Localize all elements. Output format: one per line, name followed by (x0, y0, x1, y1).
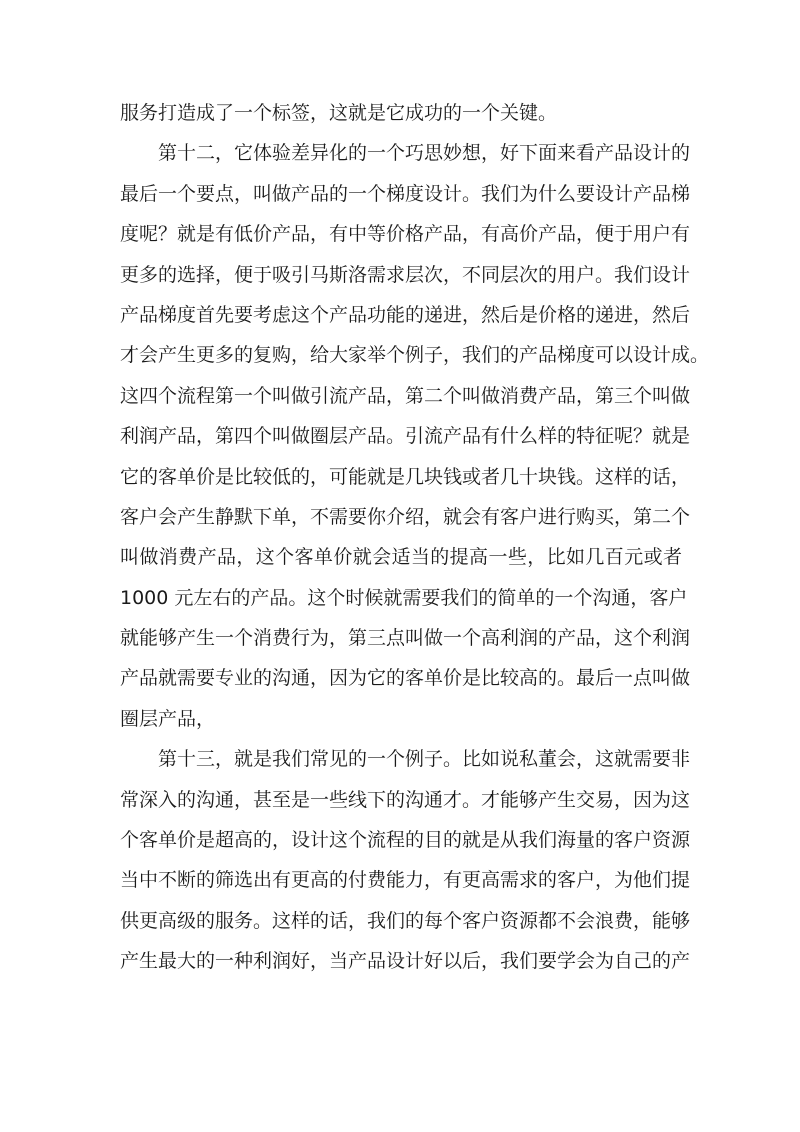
text-line: 这四个流程第一个叫做引流产品，第二个叫做消费产品，第三个叫做 (120, 384, 691, 407)
text-line: 1000 元左右的产品。这个时候就需要我们的简单的一个沟通，客户 (120, 586, 688, 609)
text-line: 供更高级的服务。这样的话，我们的每个客户资源都不会浪费，能够 (120, 909, 691, 932)
document-body (120, 93, 710, 982)
text-line: 利润产品，第四个叫做圈层产品。引流产品有什么样的特征呢？就是 (120, 425, 691, 448)
text-line: 就能够产生一个消费行为，第三点叫做一个高利润的产品，这个利润 (120, 627, 691, 650)
text-line: 度呢？就是有低价产品，有中等价格产品，有高价产品，便于用户有 (120, 223, 691, 246)
text-line: 服务打造成了一个标签，这就是它成功的一个关键。 (120, 102, 558, 124)
text-line: 产品梯度首先要考虑这个产品功能的递进，然后是价格的递进，然后 (120, 303, 691, 326)
text-line: 产生最大的一种利润好，当产品设计好以后，我们要学会为自己的产 (120, 950, 691, 973)
text-line: 个客单价是超高的，设计这个流程的目的就是从我们海量的客户资源 (120, 829, 691, 852)
text-line: 才会产生更多的复购，给大家举个例子，我们的产品梯度可以设计成。 (120, 344, 710, 367)
text-line: 客户会产生静默下单，不需要你介绍，就会有客户进行购买，第二个 (120, 505, 691, 528)
text-line: 它的客单价是比较低的，可能就是几块钱或者几十块钱。这样的话， (120, 465, 691, 488)
text-line: 更多的选择，便于吸引马斯洛需求层次，不同层次的用户。我们设计 (120, 263, 691, 286)
text-line: 当中不断的筛选出有更高的付费能力，有更高需求的客户，为他们提 (120, 869, 691, 892)
text-line: 最后一个要点，叫做产品的一个梯度设计。我们为什么要设计产品梯 (120, 182, 691, 205)
text-line: 叫做消费产品，这个客单价就会适当的提高一些，比如几百元或者 (120, 546, 682, 569)
text-line: 圈层产品， (120, 707, 216, 730)
text-line: 常深入的沟通，甚至是一些线下的沟通才。才能够产生交易，因为这 (120, 788, 691, 811)
text-line: 产品就需要专业的沟通，因为它的客单价是比较高的。最后一点叫做 (120, 667, 691, 690)
text-line: 第十二，它体验差异化的一个巧思妙想，好下面来看产品设计的 (158, 142, 691, 165)
text-line: 第十三，就是我们常见的一个例子。比如说私董会，这就需要非 (158, 748, 691, 771)
